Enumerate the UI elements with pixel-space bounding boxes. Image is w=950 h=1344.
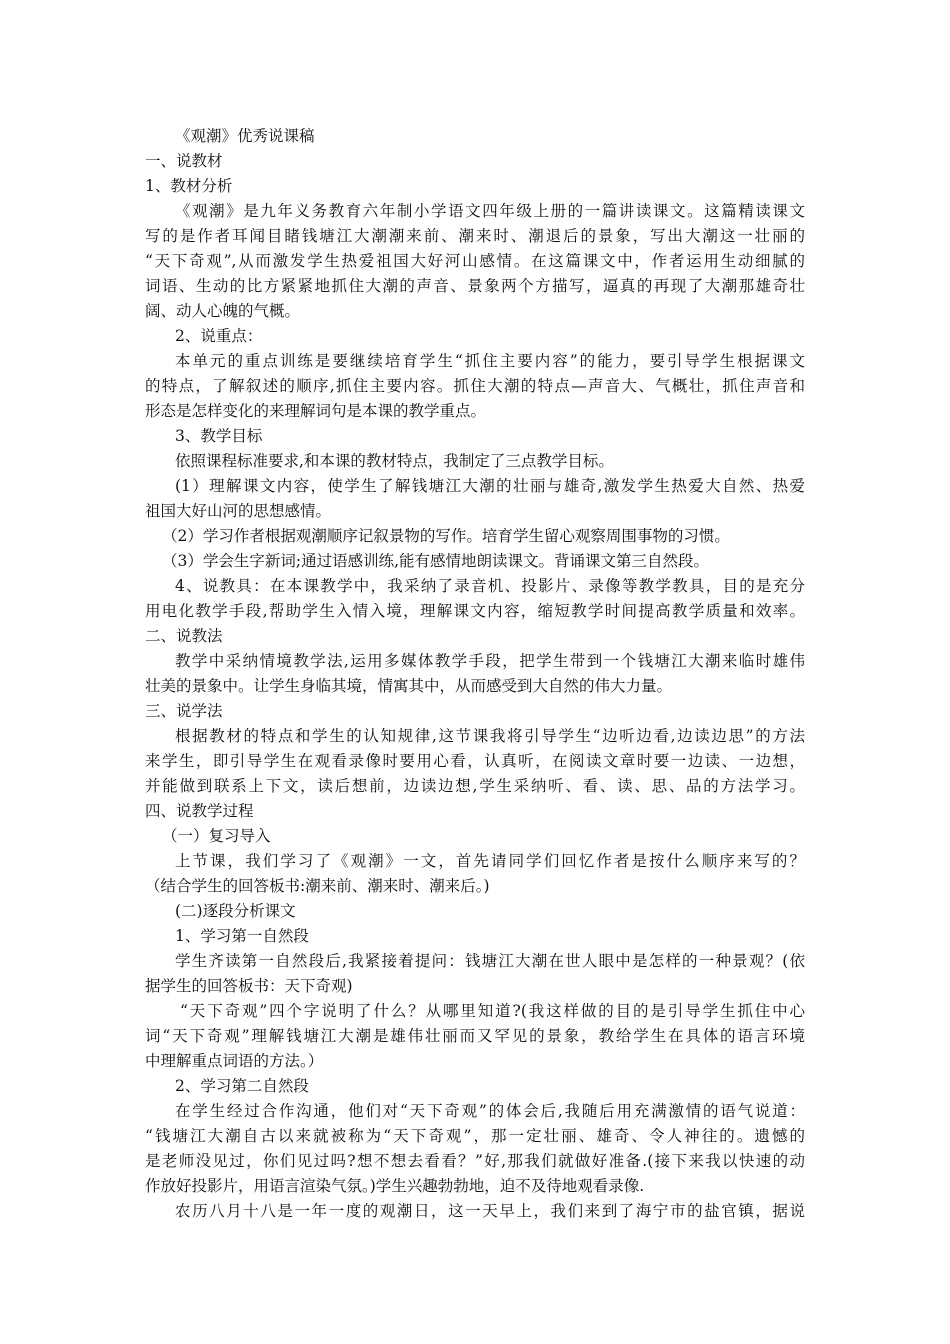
paragraph-line: 本单元的重点训练是要继续培育学生“抓住主要内容”的能力，要引导学生根据课文 [175, 352, 805, 370]
section-heading: 四、说教学过程 [145, 802, 254, 820]
paragraph-line: 《观潮》是九年义务教育六年制小学语文四年级上册的一篇讲读课文。这篇精读课文 [175, 202, 805, 220]
paragraph-line: 在学生经过合作沟通，他们对“天下奇观”的体会后,我随后用充满激情的语气说道： [175, 1102, 805, 1120]
paragraph-line: 祖国大好山河的思想感情。 [145, 502, 332, 520]
paragraph-line: 根据教材的特点和学生的认知规律,这节课我将引导学生“边听边看,边读边思”的方法 [175, 727, 805, 745]
paragraph-line: 词语、生动的比方紧紧地抓住大潮的声音、景象两个方描写，逼真的再现了大潮那雄奇壮 [145, 277, 805, 295]
subsection-heading: 2、说重点： [175, 327, 263, 345]
paragraph-line: “钱塘江大潮自古以来就被称为“天下奇观”，那一定壮丽、雄奇、令人神往的。遗憾的 [145, 1127, 805, 1145]
paragraph-line: 并能做到联系上下文，读后想前，边读边想,学生采纳听、看、读、思、品的方法学习。 [145, 777, 805, 795]
document-title: 《观潮》优秀说课稿 [175, 127, 315, 145]
subsection-heading: （一）复习导入 [162, 827, 271, 845]
paragraph-line: 教学中采纳情境教学法,运用多媒体教学手段，把学生带到一个钱塘江大潮来临时雄伟 [175, 652, 805, 670]
paragraph-line: 4、说教具：在本课教学中，我采纳了录音机、投影片、录像等教学教具，目的是充分 [175, 577, 805, 595]
paragraph-line: （2）学习作者根据观潮顺序记叙景物的写作。培育学生留心观察周围事物的习惯。 [162, 527, 730, 545]
paragraph-line: 是老师没见过，你们见过吗?想不想去看看？”好,那我们就做好准备.(接下来我以快速的动 [145, 1152, 805, 1170]
paragraph-line: （结合学生的回答板书:潮来前、潮来时、潮来后。) [145, 877, 490, 895]
paragraph-line: 阔、动人心魄的气概。 [145, 302, 301, 320]
paragraph-line: “天下奇观”四个字说明了什么？从哪里知道?(我这样做的目的是引导学生抓住中心 [180, 1002, 805, 1020]
paragraph-line: 壮美的景象中。让学生身临其境，情寓其中，从而感受到大自然的伟大力量。 [145, 677, 673, 695]
paragraph-line: 用电化教学手段,帮助学生入情入境，理解课文内容，缩短教学时间提高教学质量和效率。 [145, 602, 805, 620]
subsection-heading: 2、学习第二自然段 [175, 1077, 309, 1095]
paragraph-line: 上节课，我们学习了《观潮》一文，首先请同学们回忆作者是按什么顺序来写的？ [175, 852, 805, 870]
paragraph-line: 写的是作者耳闻目睹钱塘江大潮潮来前、潮来时、潮退后的景象，写出大潮这一壮丽的 [145, 227, 805, 245]
paragraph-line: 的特点，了解叙述的顺序,抓住主要内容。抓住大潮的特点—声音大、气概壮，抓住声音和 [145, 377, 805, 395]
paragraph-line: 中理解重点词语的方法。） [145, 1052, 324, 1070]
paragraph-line: 作放好投影片，用语言渲染气氛。)学生兴趣勃勃地，迫不及待地观看录像. [145, 1177, 645, 1195]
subsection-heading: 1、教材分析 [145, 177, 233, 195]
section-heading: 二、说教法 [145, 627, 223, 645]
paragraph-line: 词“天下奇观”理解钱塘江大潮是雄伟壮丽而又罕见的景象，教给学生在具体的语言环境 [145, 1027, 805, 1045]
paragraph-line: 来学生，即引导学生在观看录像时要用心看，认真听，在阅读文章时要一边读、一边想， [145, 752, 805, 770]
paragraph-line: 农历八月十八是一年一度的观潮日，这一天早上，我们来到了海宁市的盐官镇，据说 [175, 1202, 805, 1220]
subsection-heading: 3、教学目标 [175, 427, 263, 445]
paragraph-line: （3）学会生字新词;通过语感训练,能有感情地朗读课文。背诵课文第三自然段。 [162, 552, 710, 570]
paragraph-line: 形态是怎样变化的来理解词句是本课的教学重点。 [145, 402, 487, 420]
paragraph-line: 学生齐读第一自然段后,我紧接着提问：钱塘江大潮在世人眼中是怎样的一种景观？(依 [175, 952, 805, 970]
paragraph-line: 据学生的回答板书：天下奇观) [145, 977, 353, 995]
section-heading: 三、说学法 [145, 702, 223, 720]
paragraph-line: (1）理解课文内容，使学生了解钱塘江大潮的壮丽与雄奇,激发学生热爱大自然、热爱 [175, 477, 805, 495]
paragraph-line: “天下奇观”,从而激发学生热爱祖国大好河山感情。在这篇课文中，作者运用生动细腻的 [145, 252, 805, 270]
paragraph-line: 依照课程标准要求,和本课的教材特点，我制定了三点教学目标。 [175, 452, 614, 470]
subsection-heading: 1、学习第一自然段 [175, 927, 309, 945]
section-heading: 一、说教材 [145, 152, 223, 170]
subsection-heading: (二)逐段分析课文 [175, 902, 296, 920]
